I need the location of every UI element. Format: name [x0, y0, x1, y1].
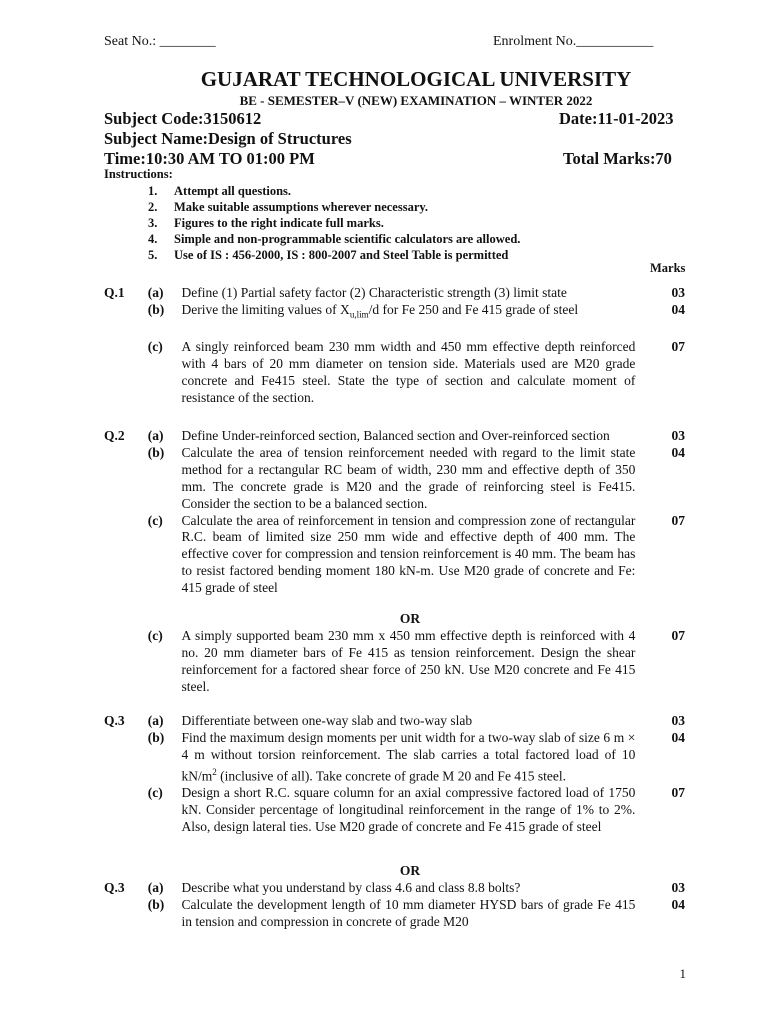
or-divider: OR — [399, 611, 421, 626]
part-marks: 04 — [671, 896, 685, 912]
part-text-pre: Derive the limiting values of X — [181, 301, 350, 317]
instruction-item — [148, 247, 520, 263]
question-part — [104, 880, 689, 897]
question-1 — [104, 285, 689, 324]
part-text-post: /d for Fe 250 and Fe 415 grade of steel — [368, 301, 579, 317]
exam-time: Time:10:30 AM TO 01:00 PM — [104, 149, 315, 168]
part-text: Define Under-reinforced section, Balanced section and Over-reinforced section — [181, 428, 610, 443]
part-marks: 07 — [671, 628, 685, 643]
part-marks: 03 — [671, 285, 685, 300]
part-label: (b) — [147, 444, 165, 460]
question-3-alt — [104, 880, 689, 931]
total-marks: Total Marks:70 — [563, 149, 672, 168]
instruction-text: Figures to the right indicate full marks. — [174, 216, 384, 230]
part-text: Calculate the area of tension reinforcement needed with regard to the limit state method for a rectangular RC beam of width, 230 mm and effective depth of 350 mm. The concrete grade is M20 and the grade of reinforcing steel is Fe415. Consider the section to be a balanced section. — [181, 444, 636, 511]
instruction-number: 2. — [148, 200, 158, 214]
exam-title: BE - SEMESTER–V (NEW) EXAMINATION – WINTER 2022 — [239, 93, 593, 108]
subject-name: Subject Name:Design of Structures — [104, 129, 352, 148]
page-number: 1 — [679, 966, 686, 981]
part-marks: 03 — [671, 713, 685, 728]
part-text: Differentiate between one-way slab and two-way slab — [181, 713, 473, 728]
part-label: (b) — [147, 896, 165, 912]
question-part — [104, 302, 689, 324]
part-marks: 04 — [671, 301, 685, 317]
university-name: GUJARAT TECHNOLOGICAL UNIVERSITY — [200, 67, 632, 91]
question-part — [104, 428, 689, 445]
instruction-text: Simple and non-programmable scientific calculators are allowed. — [174, 232, 521, 246]
question-number: Q.3 — [104, 713, 125, 728]
exam-date: Date:11-01-2023 — [559, 109, 674, 128]
instructions-list — [148, 183, 520, 263]
instruction-item — [148, 183, 520, 199]
question-1-c — [104, 339, 689, 407]
part-marks: 03 — [671, 880, 685, 895]
part-label: (c) — [147, 512, 163, 528]
instruction-number: 4. — [148, 232, 158, 246]
instructions-title: Instructions: — [104, 167, 173, 181]
question-2 — [104, 428, 689, 597]
question-part — [104, 785, 689, 836]
question-part — [104, 445, 689, 513]
instruction-text: Attempt all questions. — [174, 184, 292, 198]
part-marks: 03 — [671, 428, 685, 443]
part-text — [181, 730, 635, 785]
instruction-item — [148, 215, 520, 231]
marks-column-header: Marks — [650, 261, 686, 275]
part-marks: 07 — [671, 339, 685, 354]
part-marks: 07 — [671, 512, 685, 528]
part-label: (b) — [147, 301, 165, 317]
part-label: (c) — [147, 628, 163, 643]
question-part — [104, 730, 689, 785]
instruction-item — [148, 231, 520, 247]
subject-code: Subject Code:3150612 — [104, 109, 262, 128]
part-marks: 04 — [671, 444, 685, 460]
part-text: Calculate the area of reinforcement in tension and compression zone of rectangular R.C. beam of limited size 250 mm wide and effective depth of 400 mm. The effective cover for compression and tension reinforcement is 40 mm. The beam has to resist factored bending moment 180 kN-m. Use M20 grade of concrete and Fe: 415 grade of steel — [181, 512, 636, 596]
part-label: (a) — [147, 713, 164, 728]
instruction-text: Use of IS : 456-2000, IS : 800-2007 and Steel Table is permitted — [174, 248, 509, 262]
part-text-post: (inclusive of all). Take concrete of grade M 20 and Fe 415 steel. — [216, 768, 567, 784]
question-2-alt — [104, 628, 689, 696]
question-number: Q.1 — [104, 285, 125, 300]
instruction-item — [148, 199, 520, 215]
question-part — [104, 713, 689, 730]
part-label: (a) — [147, 428, 164, 443]
part-text: Describe what you understand by class 4.6 and class 8.8 bolts? — [181, 880, 521, 895]
part-marks: 07 — [671, 785, 685, 801]
instruction-number: 3. — [148, 216, 158, 230]
part-text — [181, 302, 635, 324]
question-3 — [104, 713, 689, 836]
part-text-superscript: 2 — [212, 766, 217, 777]
question-part — [104, 628, 689, 696]
part-text: Define (1) Partial safety factor (2) Characteristic strength (3) limit state — [181, 285, 567, 300]
question-part — [104, 285, 689, 302]
part-label: (a) — [147, 285, 164, 300]
question-part — [104, 513, 689, 598]
part-label: (b) — [147, 729, 165, 745]
question-part — [104, 897, 689, 931]
seat-number-field: Seat No.: ________ — [104, 34, 216, 49]
or-divider: OR — [399, 863, 421, 878]
enrolment-number-field: Enrolment No.___________ — [493, 34, 654, 49]
part-label: (a) — [147, 880, 164, 895]
part-text: Design a short R.C. square column for an axial compressive factored load of 1750 kN. Consider percentage of longitudinal reinforcement in the range of 1% to 2%. Also, design lateral ties. Use M20 grade of concrete and Fe 415 grade of steel — [181, 785, 636, 834]
part-text: A simply supported beam 230 mm x 450 mm effective depth is reinforced with 4 no. 20 mm diameter bars of Fe 415 as tension reinforcement. Design the shear reinforcement for a factored shear force of 250 kN. Use M20 concrete and Fe 415 steel. — [181, 628, 636, 694]
question-number: Q.3 — [104, 880, 125, 895]
instruction-number: 5. — [148, 248, 158, 262]
part-marks: 04 — [671, 729, 685, 745]
instruction-text: Make suitable assumptions wherever necessary. — [174, 200, 429, 214]
question-part — [104, 339, 689, 407]
part-text: A singly reinforced beam 230 mm width and 450 mm effective depth reinforced with 4 bars of 20 mm diameter on tension side. Materials used are M20 grade concrete and Fe415 steel. State the type of section and calculate moment of resistance of the section. — [181, 339, 636, 405]
question-number: Q.2 — [104, 428, 125, 443]
part-text: Calculate the development length of 10 mm diameter HYSD bars of grade Fe 415 in tension and compression in concrete of grade M20 — [181, 896, 636, 929]
part-label: (c) — [147, 785, 163, 801]
part-text-pre: Find the maximum design moments per unit width for a two-way slab of size 6 m × 4 m without torsion reinforcement. The slab carries a total factored load of 10 kN/m — [181, 729, 636, 784]
instruction-number: 1. — [148, 184, 158, 198]
part-label: (c) — [147, 339, 163, 354]
part-text-subscript: u,lim — [349, 309, 369, 320]
